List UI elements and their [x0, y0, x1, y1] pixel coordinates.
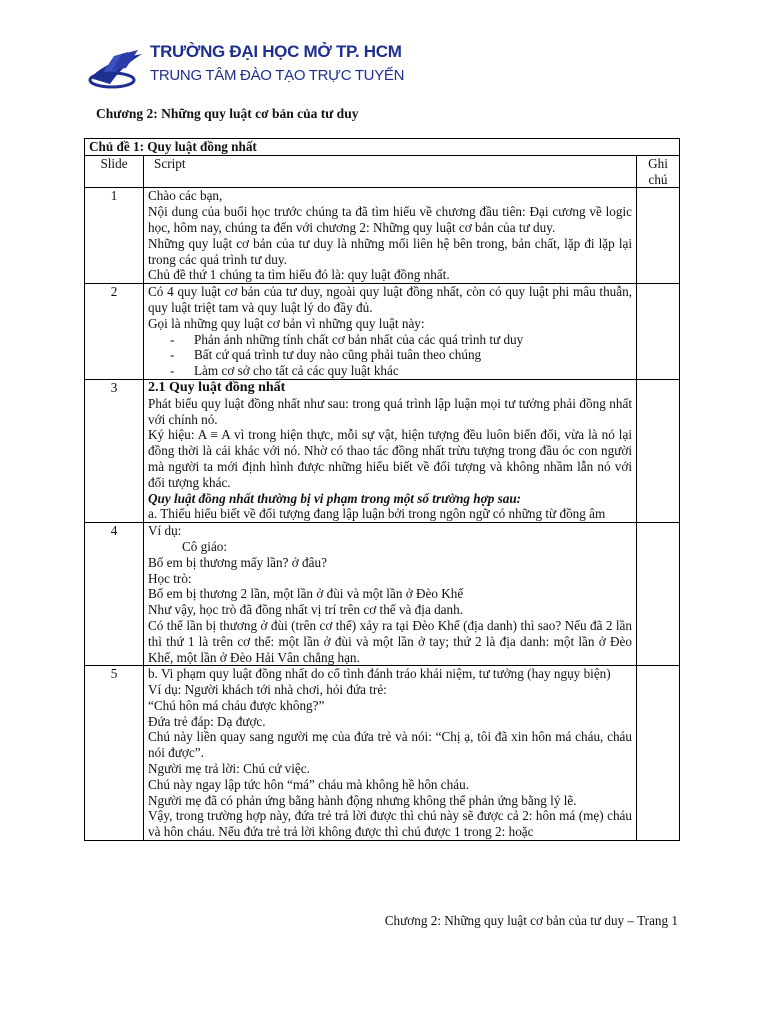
slide-number: 1: [85, 188, 144, 284]
script-line: Phát biểu quy luật đồng nhất như sau: trong quá trình lập luận mọi tư tưởng phải đồng nhất với chính nó.: [148, 395, 632, 427]
list-item: - Bất cứ quá trình tư duy nào cũng phải tuân theo chúng: [170, 347, 632, 363]
script-line: Cô giáo:: [182, 538, 228, 554]
logo-university-name: TRƯỜNG ĐẠI HỌC MỞ TP. HCM: [150, 42, 402, 61]
book-emblem-icon: [88, 44, 148, 92]
script-line: Đứa trẻ đáp: Dạ được.: [148, 713, 266, 729]
table-row: [85, 188, 680, 284]
script-line: Bố em bị thương mấy lần? ở đâu?: [148, 554, 327, 570]
script-line: a. Thiếu hiểu biết về đối tượng đang lập luận bởi trong ngôn ngữ có những từ đồng âm: [148, 506, 606, 522]
logo-center-name: TRUNG TÂM ĐÀO TẠO TRỰC TUYẾN: [150, 67, 405, 84]
script-line: Ví dụ:: [148, 523, 182, 539]
header-note: Ghi chú: [637, 155, 680, 188]
script-cell: [144, 188, 637, 284]
script-line: Ví dụ: Người khách tới nhà chơi, hỏi đứa trẻ:: [148, 682, 387, 698]
script-line: Chủ đề thứ 1 chúng ta tìm hiểu đó là: quy luật đồng nhất.: [148, 267, 450, 283]
table-row: [85, 523, 680, 666]
script-line: Bố em bị thương 2 lần, một lần ở đùi và một lần ở Đèo Khế: [148, 586, 464, 602]
note-cell: [637, 523, 680, 666]
slide-number: 3: [85, 379, 144, 522]
note-cell: [637, 188, 680, 284]
note-cell: [637, 379, 680, 522]
list-item: - Phản ánh những tính chất cơ bản nhất của các quá trình tư duy: [170, 332, 632, 348]
script-line: Như vậy, học trò đã đồng nhất vị trí trên cơ thể và địa danh.: [148, 602, 464, 618]
script-cell: [144, 379, 637, 522]
emphasis-line: Quy luật đồng nhất thường bị vi phạm trong một số trường hợp sau:: [148, 490, 522, 506]
script-line: Nội dung của buổi học trước chúng ta đã tìm hiểu về chương đầu tiên: Đại cương về logic học, hôm nay, chúng ta đến với chương 2: Những quy luật cơ bản của tư duy.: [148, 204, 632, 235]
bullet-list: [148, 332, 632, 379]
chapter-title: Chương 2: Những quy luật cơ bản của tư duy: [96, 106, 359, 121]
table-row: [85, 284, 680, 380]
table-row: [85, 666, 680, 841]
script-line: Người mẹ trả lời: Chú cứ việc.: [148, 761, 310, 777]
slide-number: 5: [85, 666, 144, 841]
header-slide: Slide: [85, 155, 144, 188]
script-line: Người mẹ đã có phản ứng bằng hành động nhưng không thể phản ứng bằng lý lẽ.: [148, 792, 577, 808]
script-line: Có 4 quy luật cơ bản của tư duy, ngoài quy luật đồng nhất, còn có quy luật phi mâu thuẫn, quy luật triệt tam và quy luật lý do đầy đủ.: [148, 284, 632, 315]
script-cell: [144, 666, 637, 841]
script-line: Chú này liền quay sang người mẹ của đứa trẻ và nói: “Chị ạ, tôi đã xin hôn má cháu, cháu nói được”.: [148, 729, 632, 761]
script-line: Gọi là những quy luật cơ bản vì những quy luật này:: [148, 315, 425, 331]
list-item: - Làm cơ sở cho tất cả các quy luật khác: [170, 363, 632, 379]
script-table: [84, 138, 680, 841]
script-line: Ký hiệu: A ≡ A vì trong hiện thực, mỗi sự vật, hiện tượng đều luôn biến đổi, vừa là nó lại đồng thời là cái khác với nó. Nhờ có thao tác đồng nhất trừu tượng trong đầu óc con người mà người ta mới định hình được những hiểu biết về đối tượng và không nhầm lẫn nó với đối tượng khác.: [148, 427, 632, 490]
script-line: Chú này ngay lập tức hôn “má” cháu mà không hề hôn cháu.: [148, 776, 469, 792]
slide-number: 4: [85, 523, 144, 666]
note-cell: [637, 284, 680, 380]
script-cell: [144, 523, 637, 666]
note-cell: [637, 666, 680, 841]
table-header-row: [85, 155, 680, 188]
script-cell: [144, 284, 637, 380]
topic-title: Chủ đề 1: Quy luật đồng nhất: [85, 139, 680, 156]
university-logo: [88, 40, 405, 96]
script-line: “Chú hôn má cháu được không?”: [148, 697, 325, 713]
section-heading: 2.1 Quy luật đồng nhất: [148, 379, 286, 395]
script-line: Vậy, trong trường hợp này, đứa trẻ trả lời được thì chú này sẽ được cả 2: hôn má (mẹ) cháu và hôn cháu. Nếu đứa trẻ trả lời không được thì chú được 1 trong 2: hoặc: [148, 808, 632, 840]
page-footer: Chương 2: Những quy luật cơ bản của tư duy – Trang 1: [384, 913, 678, 928]
script-line: Học trò:: [148, 570, 192, 586]
header-script: Script: [144, 155, 637, 188]
slide-number: 2: [85, 284, 144, 380]
table-row: [85, 379, 680, 522]
script-line: Những quy luật cơ bản của tư duy là những mối liên hệ bên trong, bản chất, lặp đi lặp lại trong các quá trình tư duy.: [148, 235, 632, 267]
script-line: b. Vi phạm quy luật đồng nhất do cố tình đánh tráo khái niệm, tư tưởng (hay ngụy biện): [148, 666, 611, 682]
script-line: Chào các bạn,: [148, 188, 223, 204]
script-line: Có thể lần bị thương ở đùi (trên cơ thể) xảy ra tại Đèo Khế (địa danh) thì sao? Nếu đã 2 lần thì thứ 1 là trên cơ thể: một lần ở đùi và một lần ở tay; thứ 2 là địa danh: một lần ở Đèo Khế, một lần ở Đèo Hải Vân chẳng hạn.: [148, 617, 632, 665]
